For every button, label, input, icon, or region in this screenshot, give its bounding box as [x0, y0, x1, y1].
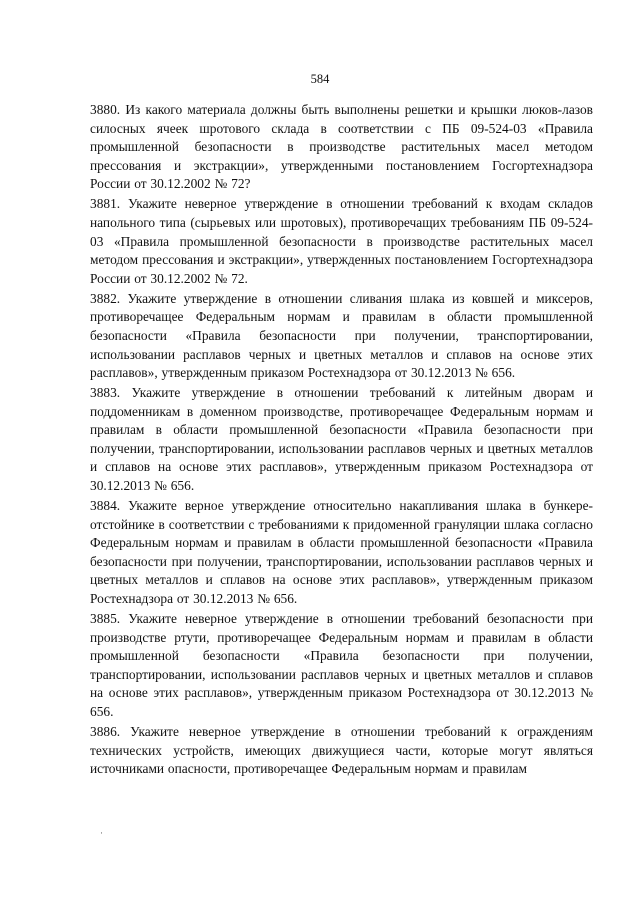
question-3885: 3885. Укажите неверное утверждение в отношении требований безопасности при производстве ртути, противоречащее Федеральным нормам и правилам в области промышленной безопасности «Правила безопасности при получении, транспортировании, использовании расплавов черных и цветных металлов и сплавов на основе этих расплавов», утвержденным приказом Ростехнадзора от 30.12.2013 № 656. [90, 610, 593, 719]
question-3886: 3886. Укажите неверное утверждение в отношении требований к ограждениям технических устройств, имеющих движущиеся части, которые могут являться источниками опасности, противоречащее Федеральным нормам и правилам [90, 723, 593, 777]
document-body [90, 101, 593, 780]
page-number: 584 [310, 72, 330, 86]
question-3881: 3881. Укажите неверное утверждение в отношении требований к входам складов напольного типа (сырьевых или шротовых), противоречащих требованиям ПБ 09-524-03 «Правила промышленной безопасности в производстве растительных масел методом прессования и экстракции», утвержденных постановлением Госгортехнадзора России от 30.12.2002 № 72. [90, 196, 593, 286]
question-3883: 3883. Укажите утверждение в отношении требований к литейным дворам и поддоменникам в доменном производстве, противоречащее Федеральным нормам и правилам в области промышленной безопасности «Правила безопасности при получении, транспортировании, использовании расплавов черных и цветных металлов и сплавов на основе этих расплавов», утвержденным приказом Ростехнадзора от 30.12.2013 № 656. [90, 385, 593, 494]
question-3884: 3884. Укажите верное утверждение относительно накапливания шлака в бункере-отстойнике в соответствии с требованиями к придоменной грануляции шлака согласно Федеральным нормам и правилам в области промышленной безопасности «Правила безопасности при получении, транспортировании, использовании расплавов черных и цветных металлов и сплавов на основе этих расплавов», утвержденным приказом Ростехнадзора от 30.12.2013 № 656. [90, 498, 593, 606]
question-3880: 3880. Из какого материала должны быть выполнены решетки и крышки люков-лазов силосных ячеек шротового склада в соответствии с ПБ 09-524-03 «Правила промышленной безопасности в производстве растительных масел методом прессования и экстракции», утвержденными постановлением Госгортехнадзора России от 30.12.2002 № 72? [90, 102, 593, 192]
question-3882: 3882. Укажите утверждение в отношении сливания шлака из ковшей и миксеров, противоречащее Федеральным нормам и правилам в области промышленной безопасности «Правила безопасности при получении, транспортировании, использовании расплавов черных и цветных металлов и сплавов на основе этих расплавов», утвержденным приказом Ростехнадзора от 30.12.2013 № 656. [90, 290, 593, 381]
scan-mark: · [100, 828, 103, 838]
